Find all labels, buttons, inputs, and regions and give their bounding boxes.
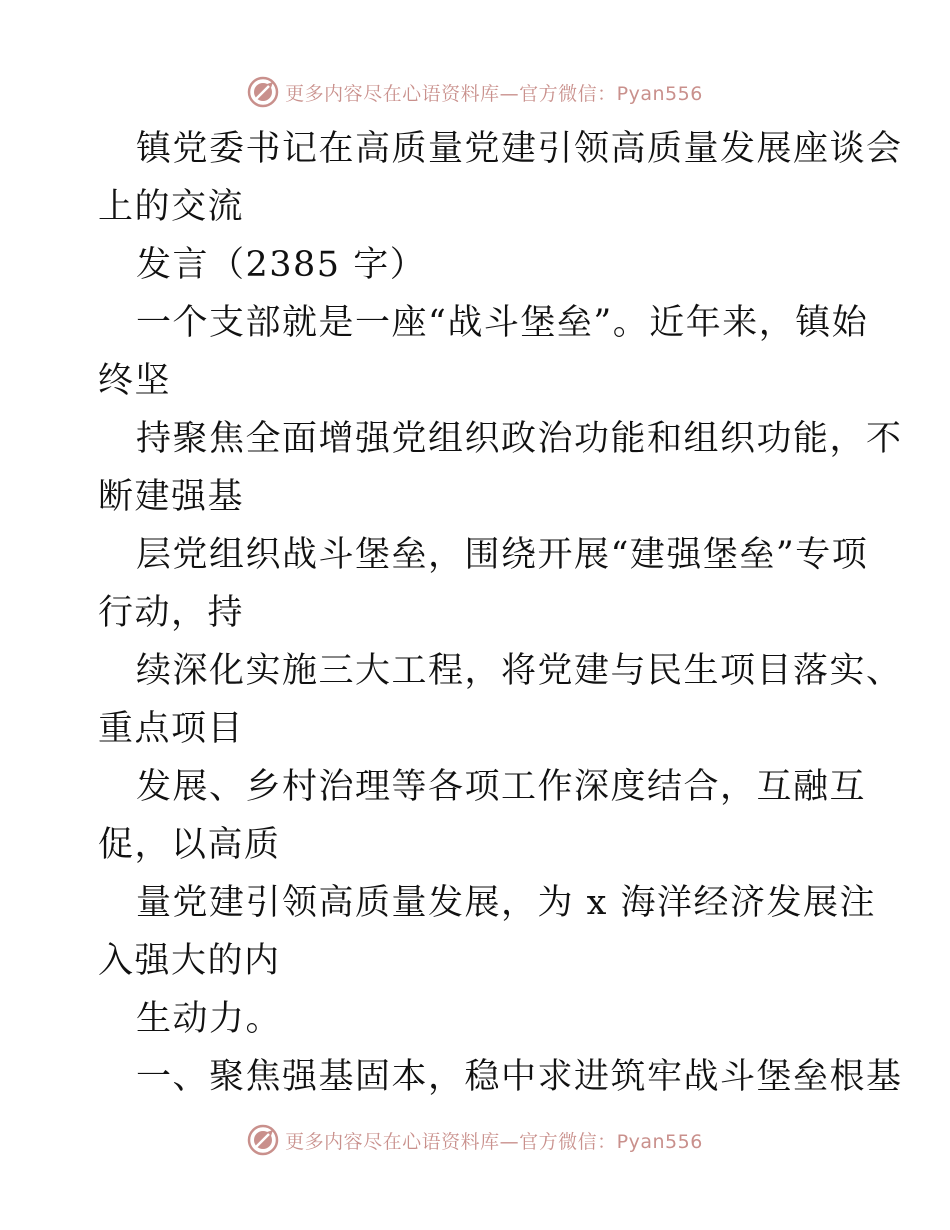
- paragraph-line: 续深化实施三大工程，将党建与民生项目落实、: [136, 651, 903, 691]
- watermark-text: 更多内容尽在心语资料库—官方微信：Pyan556: [285, 82, 703, 105]
- title-line-2: 上的交流: [98, 187, 245, 227]
- paragraph-line: 生动力。: [136, 999, 283, 1039]
- watermark-footer: [0, 1120, 950, 1160]
- paragraph-line: 发展、乡村治理等各项工作深度结合，互融互: [136, 767, 867, 807]
- title-line-1: 镇党委书记在高质量党建引领高质量发展座谈会: [136, 129, 903, 169]
- paragraph-line: 终坚: [98, 361, 172, 401]
- watermark-header: [0, 72, 950, 112]
- paragraph-line: 量党建引领高质量发展，为 x 海洋经济发展注: [136, 883, 876, 923]
- title-line-3: 发言（2385 字）: [136, 245, 427, 285]
- paragraph-line: 一个支部就是一座“战斗堡垒”。近年来，镇始: [136, 303, 869, 343]
- paragraph-line: 持聚焦全面增强党组织政治功能和组织功能，不: [136, 419, 903, 459]
- document-body: [98, 120, 903, 1106]
- paragraph-line: 重点项目: [98, 709, 245, 749]
- paragraph-line: 层党组织战斗堡垒，围绕开展“建强堡垒”专项: [136, 535, 869, 575]
- paragraph-line: 促，以高质: [98, 825, 281, 865]
- paragraph-line: 断建强基: [98, 477, 245, 517]
- section-heading: 一、聚焦强基固本，稳中求进筑牢战斗堡垒根基: [136, 1057, 903, 1097]
- quill-logo-icon: [247, 1124, 279, 1156]
- watermark-text: 更多内容尽在心语资料库—官方微信：Pyan556: [285, 1130, 703, 1153]
- quill-logo-icon: [247, 76, 279, 108]
- paragraph-line: 行动，持: [98, 593, 245, 633]
- paragraph-line: 入强大的内: [98, 941, 281, 981]
